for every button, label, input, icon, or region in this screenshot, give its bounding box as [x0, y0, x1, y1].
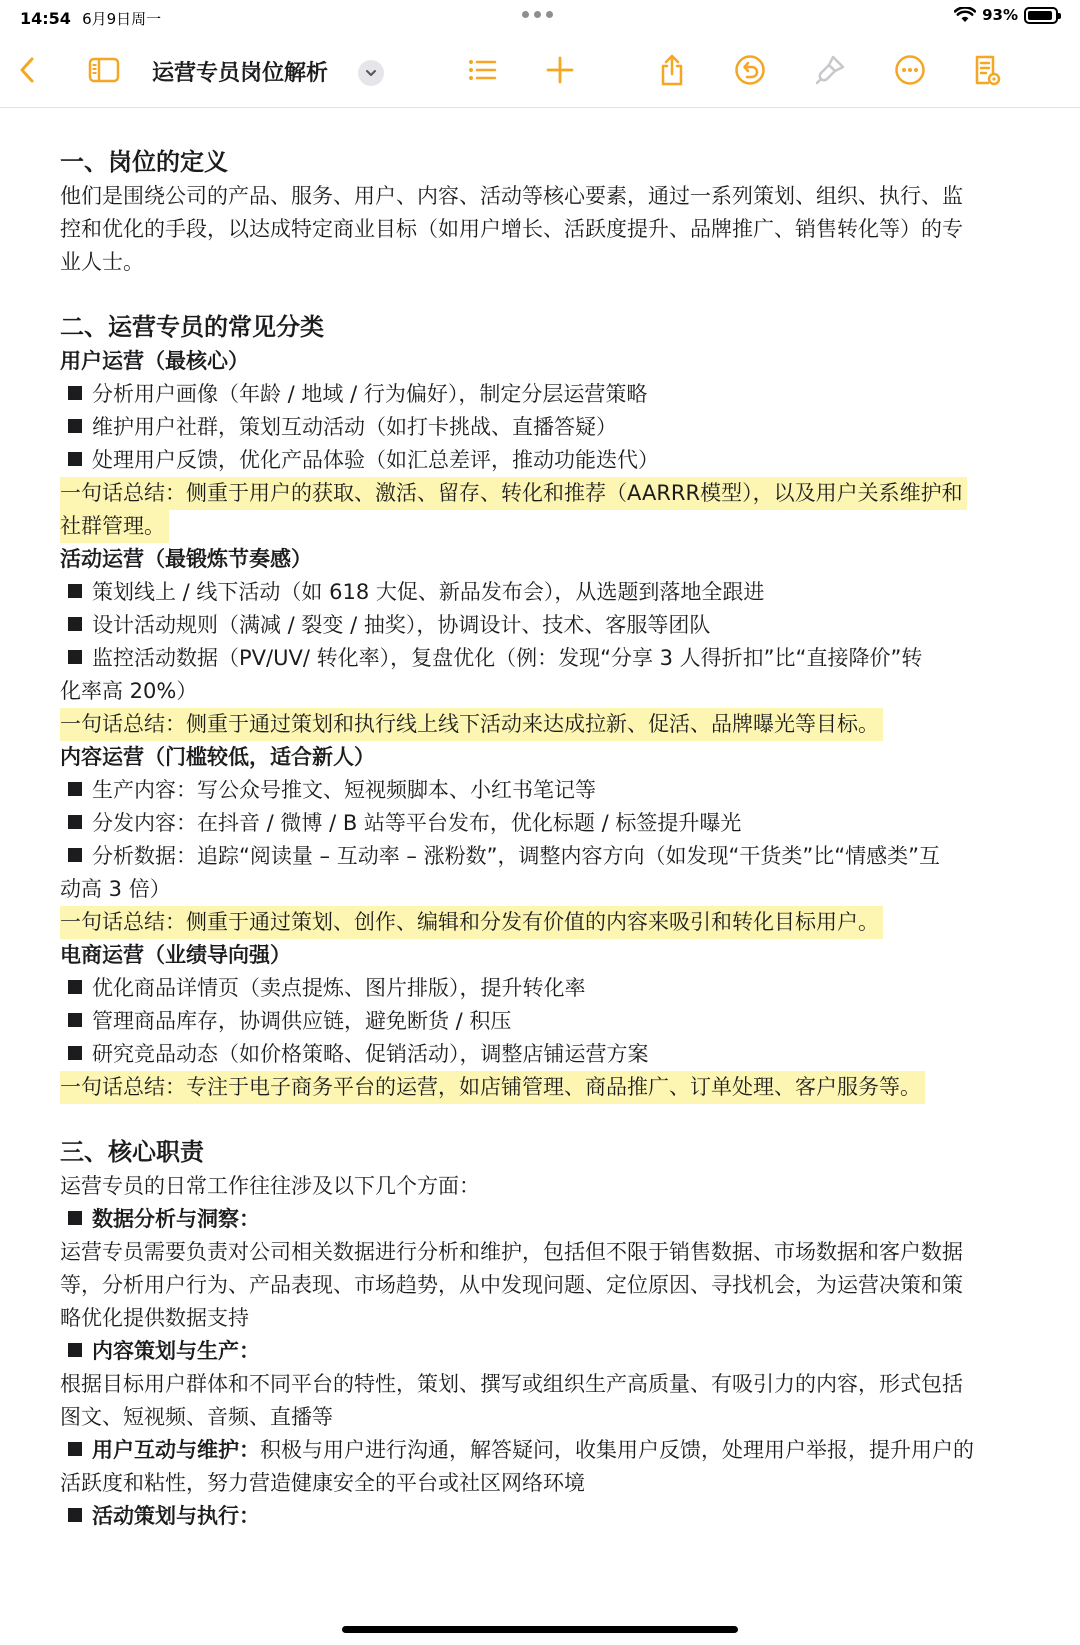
- section-heading: 二、运营专员的常见分类: [60, 313, 324, 341]
- status-bar: [0, 0, 1080, 36]
- paragraph-line: 他们是围绕公司的产品、服务、用户、内容、活动等核心要素，通过一系列策划、组织、执行、监: [60, 184, 963, 208]
- share-button[interactable]: [648, 46, 696, 94]
- toolbar: [0, 36, 1080, 108]
- duty-heading: 活动策划与执行：: [60, 1500, 1050, 1533]
- list-item: 生产内容：写公众号推文、短视频脚本、小红书笔记等: [60, 774, 1050, 807]
- chevron-left-icon: [11, 53, 45, 87]
- status-time: 14:54 6月9日周一: [20, 9, 162, 28]
- bullet-icon: [68, 1442, 82, 1456]
- subsection-heading: 活动运营（最锻炼节奏感）: [60, 547, 312, 571]
- paragraph-line: 图文、短视频、音频、直播等: [60, 1405, 333, 1429]
- paragraph-line: 运营专员需要负责对公司相关数据进行分析和维护，包括但不限于销售数据、市场数据和客户数据: [60, 1240, 963, 1264]
- add-button[interactable]: [536, 46, 584, 94]
- list-item: 监控活动数据（PV/UV/ 转化率），复盘优化（例：发现“分享 3 人得折扣”比“直接降价”转: [60, 642, 1050, 675]
- list-item: 分发内容：在抖音 / 微博 / B 站等平台发布，优化标题 / 标签提升曝光: [60, 807, 1050, 840]
- paragraph-line: 活跃度和粘性，努力营造健康安全的平台或社区网络环境: [60, 1471, 585, 1495]
- paragraph-line: 控和优化的手段，以达成特定商业目标（如用户增长、活跃度提升、品牌推广、销售转化等）的专: [60, 217, 963, 241]
- list-item: 维护用户社群，策划互动活动（如打卡挑战、直播答疑）: [60, 411, 1050, 444]
- list-item-continued: 动高 3 倍）: [60, 877, 171, 901]
- list-item: 分析数据：追踪“阅读量 – 互动率 – 涨粉数”，调整内容方向（如发现“干货类”比“情感类”互: [60, 840, 1050, 873]
- status-right: [954, 6, 1058, 24]
- paragraph-line: 略优化提供数据支持: [60, 1306, 249, 1330]
- duty-heading: 用户互动与维护：积极与用户进行沟通，解答疑问，收集用户反馈，处理用户举报，提升用户的: [60, 1434, 1050, 1467]
- document-body[interactable]: [60, 108, 1050, 1533]
- section-heading: 一、岗位的定义: [60, 148, 228, 176]
- summary-line: 一句话总结：侧重于通过策划和执行线上线下活动来达成拉新、促活、品牌曝光等目标。: [60, 708, 1050, 741]
- summary-line: 社群管理。: [60, 510, 1050, 543]
- bullet-icon: [68, 617, 82, 631]
- bullet-icon: [68, 1508, 82, 1522]
- share-icon: [655, 53, 689, 87]
- list-item: 设计活动规则（满减 / 裂变 / 抽奖），协调设计、技术、客服等团队: [60, 609, 1050, 642]
- list-item: 策划线上 / 线下活动（如 618 大促、新品发布会），从选题到落地全跟进: [60, 576, 1050, 609]
- sidebar-icon: [87, 53, 121, 87]
- subsection-heading: 电商运营（业绩导向强）: [60, 943, 291, 967]
- bullet-icon: [68, 1211, 82, 1225]
- bullet-icon: [68, 452, 82, 466]
- format-button[interactable]: [806, 46, 854, 94]
- summary-line: 一句话总结：专注于电子商务平台的运营，如店铺管理、商品推广、订单处理、客户服务等。: [60, 1071, 1050, 1104]
- paragraph-line: 根据目标用户群体和不同平台的特性，策划、撰写或组织生产高质量、有吸引力的内容，形式包括: [60, 1372, 963, 1396]
- multitasking-dots[interactable]: [522, 11, 553, 18]
- document-info-button[interactable]: [962, 46, 1010, 94]
- summary-line: 一句话总结：侧重于用户的获取、激活、留存、转化和推荐（AARRR模型），以及用户关系维护和: [60, 477, 1050, 510]
- list-item: 优化商品详情页（卖点提炼、图片排版），提升转化率: [60, 972, 1050, 1005]
- back-button[interactable]: [4, 46, 52, 94]
- duty-heading: 内容策划与生产：: [60, 1335, 1050, 1368]
- bullet-icon: [68, 1343, 82, 1357]
- battery-icon: [1024, 7, 1058, 24]
- list-item: 分析用户画像（年龄 / 地域 / 行为偏好），制定分层运营策略: [60, 378, 1050, 411]
- bullet-icon: [68, 1013, 82, 1027]
- more-button[interactable]: [886, 46, 934, 94]
- list-item: 处理用户反馈，优化产品体验（如汇总差评，推动功能迭代）: [60, 444, 1050, 477]
- paragraph-line: 运营专员的日常工作往往涉及以下几个方面：: [60, 1174, 480, 1198]
- bullet-icon: [68, 1046, 82, 1060]
- list-button[interactable]: [458, 46, 506, 94]
- duty-heading: 数据分析与洞察：: [60, 1203, 1050, 1236]
- list-item: 管理商品库存，协调供应链，避免断货 / 积压: [60, 1005, 1050, 1038]
- paintbrush-icon: [813, 53, 847, 87]
- section-heading: 三、核心职责: [60, 1138, 204, 1166]
- bullet-icon: [68, 584, 82, 598]
- bullet-icon: [68, 650, 82, 664]
- document-title[interactable]: 运营专员岗位解析: [152, 61, 329, 86]
- list-item-continued: 化率高 20%）: [60, 679, 198, 703]
- more-icon: [893, 53, 927, 87]
- wifi-icon: [954, 7, 976, 23]
- paragraph-line: 等，分析用户行为、产品表现、市场趋势，从中发现问题、定位原因、寻找机会，为运营决策和策: [60, 1273, 963, 1297]
- chevron-down-icon: [364, 66, 378, 80]
- sidebar-button[interactable]: [80, 46, 128, 94]
- subsection-heading: 用户运营（最核心）: [60, 349, 249, 373]
- home-indicator[interactable]: [342, 1626, 738, 1633]
- title-menu-button[interactable]: [358, 60, 384, 86]
- bullet-icon: [68, 386, 82, 400]
- subsection-heading: 内容运营（门槛较低，适合新人）: [60, 745, 375, 769]
- bullet-icon: [68, 419, 82, 433]
- list-icon: [465, 53, 499, 87]
- list-item: 研究竞品动态（如价格策略、促销活动），调整店铺运营方案: [60, 1038, 1050, 1071]
- bullet-icon: [68, 815, 82, 829]
- bullet-icon: [68, 980, 82, 994]
- paragraph-line: 业人士。: [60, 250, 144, 274]
- undo-icon: [733, 53, 767, 87]
- summary-line: 一句话总结：侧重于通过策划、创作、编辑和分发有价值的内容来吸引和转化目标用户。: [60, 906, 1050, 939]
- plus-icon: [543, 53, 577, 87]
- undo-button[interactable]: [726, 46, 774, 94]
- bullet-icon: [68, 848, 82, 862]
- bullet-icon: [68, 782, 82, 796]
- document-icon: [969, 53, 1003, 87]
- battery-percent: 93%: [982, 6, 1018, 24]
